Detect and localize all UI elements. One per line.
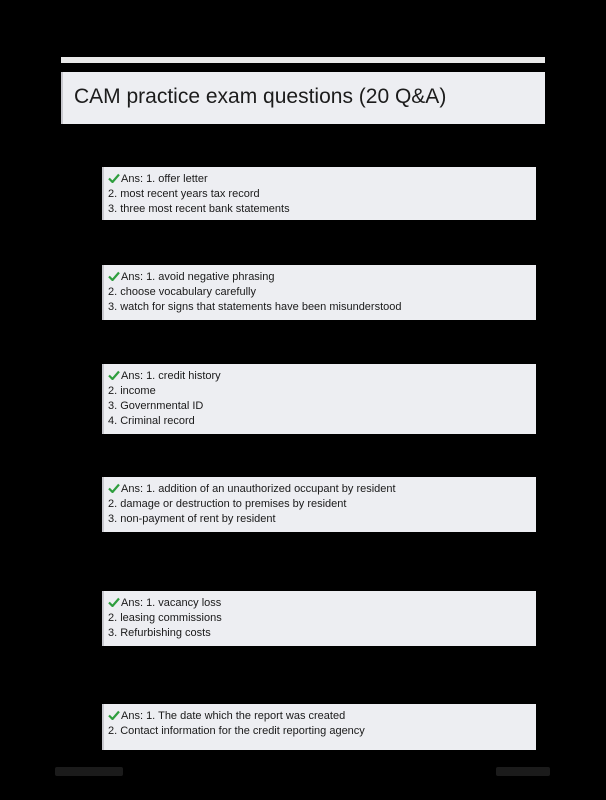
answer-line-1 [108, 482, 536, 497]
answer-line-3: 3. Refurbishing costs [108, 627, 211, 639]
answer-text: Ans: 1. vacancy loss [121, 597, 222, 609]
answer-line-1 [108, 270, 536, 285]
answer-line-2: 2. most recent years tax record [108, 188, 260, 200]
checkmark-icon [108, 173, 120, 183]
page-title: CAM practice exam questions (20 Q&A) [74, 85, 447, 108]
answer-card-4 [102, 477, 536, 532]
checkmark-icon [108, 271, 120, 281]
top-divider [61, 57, 545, 63]
title-banner [61, 72, 545, 124]
answer-line-3: 3. watch for signs that statements have been misunderstood [108, 301, 402, 313]
answer-line-1 [108, 172, 536, 187]
answer-text: Ans: 1. addition of an unauthorized occupant by resident [121, 483, 396, 495]
answer-line-1 [108, 369, 536, 384]
answer-line-1 [108, 596, 536, 611]
answer-card-1 [102, 167, 536, 220]
answer-text: Ans: 1. avoid negative phrasing [121, 271, 275, 283]
answer-line-2: 2. income [108, 385, 156, 397]
answer-line-3: 3. non-payment of rent by resident [108, 513, 276, 525]
answer-line-2: 2. choose vocabulary carefully [108, 286, 256, 298]
answer-card-6 [102, 704, 536, 750]
answer-card-3 [102, 364, 536, 434]
checkmark-icon [108, 710, 120, 720]
answer-text: Ans: 1. credit history [121, 370, 221, 382]
answer-card-5 [102, 591, 536, 646]
checkmark-icon [108, 370, 120, 380]
answer-line-2: 2. Contact information for the credit reporting agency [108, 725, 365, 737]
answer-line-2: 2. damage or destruction to premises by resident [108, 498, 347, 510]
answer-line-3: 3. Governmental ID [108, 400, 204, 412]
answer-line-1 [108, 709, 536, 724]
answer-text: Ans: 1. offer letter [121, 173, 208, 185]
checkmark-icon [108, 597, 120, 607]
answer-line-3: 3. three most recent bank statements [108, 203, 290, 215]
footer-watermark-left [55, 767, 123, 776]
checkmark-icon [108, 483, 120, 493]
answer-line-4: 4. Criminal record [108, 415, 195, 427]
answer-text: Ans: 1. The date which the report was created [121, 710, 346, 722]
footer-page-number [496, 767, 550, 776]
answer-card-2 [102, 265, 536, 320]
answer-line-2: 2. leasing commissions [108, 612, 222, 624]
